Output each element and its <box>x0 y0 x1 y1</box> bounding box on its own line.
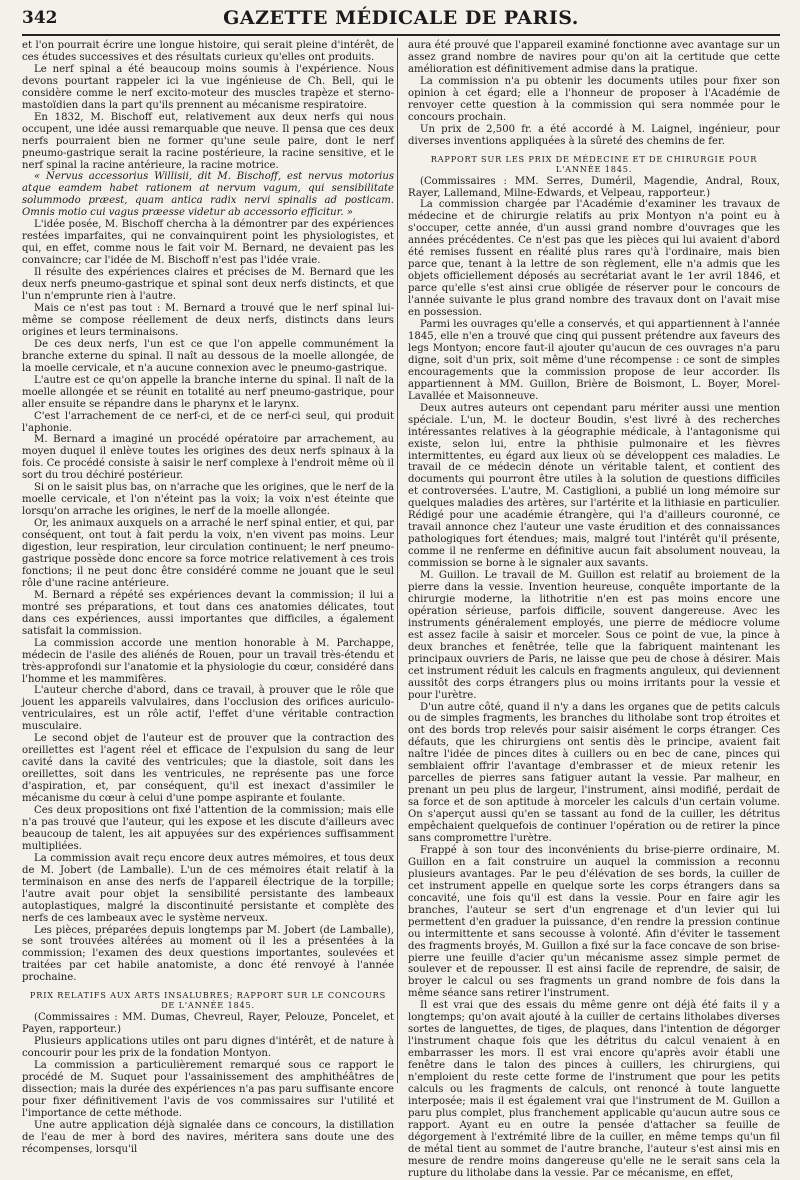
paragraph: Frappé à son tour des inconvénients du brise-pierre ordinaire, M. Guillon en a fait construire un auquel la commission a reconnu plusieurs avantages. Par le peu d'élévation de ses bords, la cuiller de cet instrument appelle en quelque sorte les corps étrangers dans sa concavité, une fois qu'il est dans la vessie. Pour en faire agir les branches, l'auteur se sert d'un engrenage et d'un levier qui lui permettent d'en graduer la puissance, d'en rendre la pression continue ou intermittente et sans secousse à volonté. Afin d'éviter le tassement des fragments broyés, M. Guillon a fixé sur la face concave de son brise-pierre une feuille d'acier qu'un mécanisme assez simple permet de soulever et de repousser. Il est ainsi facile de reprendre, de saisir, de broyer le calcul ou ses fragments un grand nombre de fois dans la même séance sans retirer l'instrument. <box>408 844 780 1000</box>
commissaires-list: (Commissaires : MM. Serres, Duméril, Magendie, Andral, Roux, Rayer, Lallemand, Milne-Edwards, et Velpeau, rapporteur.) <box>408 175 780 199</box>
paragraph: La commission accorde une mention honorable à M. Parchappe, médecin de l'asile des aliénés de Rouen, pour un travail très-étendu et très-approfondi sur l'anatomie et la physiologie du cœur, considéré dans l'homme et les mammifères. <box>22 637 394 685</box>
paragraph: Parmi les ouvrages qu'elle a conservés, et qui appartiennent à l'année 1845, elle n'en a trouvé que cinq qui pussent prétendre aux faveurs des legs Montyon; encore faut-il ajouter qu'aucun de ces ouvrages n'a paru digne, soit d'un prix, soit même d'une récompense : ce sont de simples encouragements que la commission propose de leur accorder. Ils appartiennent à MM. Guillon, Brière de Boismont, L. Boyer, Morel-Lavallée et Maisonneuve. <box>408 319 780 402</box>
section-title: RAPPORT SUR LES PRIX DE MÉDECINE ET DE CHIRURGIE POUR L'ANNÉE 1845. <box>430 153 758 174</box>
paragraph: M. Bernard a imaginé un procédé opératoire par arrachement, au moyen duquel il enlève toutes les origines des deux nerfs spinaux à la fois. Ce procédé consiste à saisir le nerf complexe à l'endroit même où il sort du trou déchiré postérieur. <box>22 434 394 482</box>
right-column <box>408 40 780 1179</box>
paragraph: L'auteur cherche d'abord, dans ce travail, à prouver que le rôle que jouent les appareils valvulaires, dans l'occlusion des orifices auriculo-ventriculaires, est un rôle actif, l'effet d'une véritable contraction musculaire. <box>22 685 394 733</box>
paragraph: Le second objet de l'auteur est de prouver que la contraction des oreillettes est l'agent réel et efficace de l'expulsion du sang de leur cavité dans la cavité des ventricules; que la diastole, soit dans les oreillettes, soit dans les ventricules, ne représente pas une force d'aspiration, et, par conséquent, qu'il est inexact d'assimiler le mécanisme du cœur à celui d'une pompe aspirante et foulante. <box>22 733 394 805</box>
paragraph: Le nerf spinal a été beaucoup moins soumis à l'expérience. Nous devons pourtant rappeler ici la vue ingénieuse de Ch. Bell, qui le considère comme le nerf excito-moteur des muscles trapèze et sterno-mastoïdien dans la part qu'ils prennent au mécanisme respiratoire. <box>22 63 394 111</box>
commissaires-list: (Commissaires : MM. Dumas, Chevreul, Rayer, Pelouze, Poncelet, et Payen, rapporteur.) <box>22 1012 394 1036</box>
section-title: PRIX RELATIFS AUX ARTS INSALUBRES; RAPPORT SUR LE CONCOURS DE L'ANNÉE 1845. <box>29 990 387 1011</box>
paragraph: L'autre est ce qu'on appelle la branche interne du spinal. Il naît de la moelle allongée et se réunit en totalité au nerf pneumo-gastrique, pour aller ensuite se répandre dans le pharynx et le larynx. <box>22 374 394 410</box>
journal-title: GAZETTE MÉDICALE DE PARIS. <box>223 7 579 29</box>
paragraph: aura été prouvé que l'appareil examiné fonctionne avec avantage sur un assez grand nombre de navires pour qu'on ait la certitude que cette amélioration est définitivement admise dans la pratique. <box>408 40 780 75</box>
paragraph: M. Bernard a répété ses expériences devant la commission; il lui a montré ses préparations, et tout dans ces anatomies délicates, tout dans ces expériences, aussi importantes que difficiles, a également satisfait la commission. <box>22 589 394 637</box>
paragraph: Un prix de 2,500 fr. a été accordé à M. Laignel, ingénieur, pour diverses inventions appliquées à la sûreté des chemins de fer. <box>408 123 780 147</box>
paragraph: Mais ce n'est pas tout : M. Bernard a trouvé que le nerf spinal lui-même se compose réellement de deux nerfs, distincts dans leurs origines et leurs terminaisons. <box>22 302 394 338</box>
paragraph: Or, les animaux auxquels on a arraché le nerf spinal entier, et qui, par conséquent, ont tout à fait perdu la voix, n'en vivent pas moins. Leur digestion, leur respiration, leur circulation continuent; le nerf pneumo-gastrique possède donc encore sa force motrice relativement à ces trois fonctions; il ne peut donc être considéré comme ne jouant que le seul rôle d'une racine antérieure. <box>22 518 394 589</box>
page-number: 342 <box>22 8 58 28</box>
page-header <box>22 4 780 34</box>
latin-quote: « Nervus accessorius Willisii, dit M. Bischoff, est nervus motorius atque eamdem habet rationem at nervum vagum, qui sensibilitate solummodo præest, quam antica radix nervi spinalis ad posticam. Omnis motio cui vagus præesse videtur ab accessorio efficitur. » <box>22 171 394 219</box>
paragraph: La commission a particulièrement remarqué sous ce rapport le procédé de M. Suquet pour l'assainissement des amphithéâtres de dissection; mais la durée des expériences n'a pas paru suffisante encore pour fixer définitivement l'avis de vos commissaires sur l'utilité et l'importance de cette méthode. <box>22 1060 394 1119</box>
paragraph: En 1832, M. Bischoff eut, relativement aux deux nerfs qui nous occupent, une idée aussi remarquable que neuve. Il pensa que ces deux nerfs pourraient bien ne former qu'une seule paire, dont le nerf pneumo-gastrique serait la racine postérieure, la racine sensitive, et le nerf spinal la racine antérieure, la racine motrice. <box>22 111 394 171</box>
paragraph: Les pièces, préparées depuis longtemps par M. Jobert (de Lamballe), se sont trouvées altérées au moment où il les a présentées à la commission; l'examen des deux questions importantes, soulevées et traitées par cet habile anatomiste, a donc été renvoyé à l'année prochaine. <box>22 924 394 984</box>
paragraph: et l'on pourrait écrire une longue histoire, qui serait pleine d'intérêt, de ces études successives et des résultats curieux qu'elles ont produits. <box>22 40 394 63</box>
paragraph: M. Guillon. Le travail de M. Guillon est relatif au broiement de la pierre dans la vessie. Invention heureuse, conquête importante de la chirurgie moderne, la lithotritie n'en est pas moins encore une opération sérieuse, parfois difficile, souvent dangereuse. Avec les instruments généralement employés, une pierre de médiocre volume est assez facile à saisir et morceler. Sous ce point de vue, la pince à deux branches et fenêtrée, telle que la fabriquent maintenant les principaux ouvriers de Paris, ne laisse que peu de chose à désirer. Mais cet instrument réduit les calculs en fragments anguleux, qui deviennent aussitôt des corps étrangers plus ou moins irritants pour la vessie et pour l'urètre. <box>408 570 780 701</box>
paragraph: Si on le saisit plus bas, on n'arrache que les origines, que le nerf de la moelle cervicale, et l'on n'éteint pas la voix; la voix n'est éteinte que lorsqu'on arrache les origines, le nerf de la moelle allongée. <box>22 482 394 518</box>
paragraph: Il résulte des expériences claires et précises de M. Bernard que les deux nerfs pneumo-gastrique et spinal sont deux nerfs distincts, et que l'un n'emprunte rien à l'autre. <box>22 267 394 303</box>
paragraph: D'un autre côté, quand il n'y a dans les organes que de petits calculs ou de simples fragments, les branches du litholabe sont trop étroites et ont des bords trop relevés pour saisir aisément le corps étranger. Ces défauts, que les chirurgiens ont sentis dès le principe, avaient fait naître l'idée de pinces dites à cuillers ou en bec de cane, pinces qui semblaient offrir l'avantage d'embrasser et de mieux retenir les parcelles de pierres sans fatiguer autant la vessie. Par malheur, en prenant un peu plus de largeur, l'instrument, ainsi modifié, perdait de sa force et de son aptitude à morceler les calculs d'un certain volume. On s'aperçut aussi qu'en se tassant au fond de la cuiller, les détritus empêchaient quelquefois de continuer l'opération ou de retirer la pince sans compromettre l'urètre. <box>408 701 780 844</box>
header-rule <box>22 34 780 36</box>
paragraph: La commission avait reçu encore deux autres mémoires, et tous deux de M. Jobert (de Lamballe). L'un de ces mémoires était relatif à la terminaison en anse des nerfs de l'appareil électrique de la torpille; l'autre avait pour objet la sensibilité persistante des lambeaux autoplastiques, malgré la discontinuité persistante et complète des nerfs de ces lambeaux avec le système nerveux. <box>22 852 394 924</box>
paragraph: L'idée posée, M. Bischoff chercha à la démontrer par des expériences restées imparfaites, qui ne convainquirent point les physiologistes, et qui, en effet, comme nous le fait voir M. Bernard, ne devaient pas les convaincre; car l'idée de M. Bischoff n'est pas l'idée vraie. <box>22 219 394 267</box>
paragraph: Une autre application déjà signalée dans ce concours, la distillation de l'eau de mer à bord des navires, méritera sans doute une des récompenses, lorsqu'il <box>22 1119 394 1155</box>
paragraph: Il est vrai que des essais du même genre ont déjà été faits il y a longtemps; qu'on avait ajouté à la cuiller de certains litholabes diverses sortes de languettes, de tiges, de plaques, dans l'intention de dégorger l'instrument chaque fois que les détritus du calcul venaient à en embarrasser les mors. Il est vrai encore qu'après avoir établi une fenêtre dans le talon des pinces à cuillers, les chirurgiens, qui n'emploient du reste cette forme de l'instrument que pour les petits calculs ou les fragments de calculs, ont renoncé à toute languette interposée; mais il est également vrai que l'instrument de M. Guillon a paru plus complet, plus franchement applicable qu'aucun autre sous ce rapport. Ayant eu en outre la pensée d'attacher sa feuille de dégorgement à l'extrémité libre de la cuiller, en même temps qu'un fil de métal tient au sommet de l'autre branche, l'auteur s'est ainsi mis en mesure de rendre moins dangereuse qu'elle ne le serait sans cela la rupture du litholabe dans la vessie. Par ce mécanisme, en effet, <box>408 1000 780 1179</box>
paragraph: La commission n'a pu obtenir les documents utiles pour fixer son opinion à cet égard; elle a l'honneur de proposer à l'Académie de renvoyer cette question à la commission qui sera nommée pour le concours prochain. <box>408 75 780 123</box>
paragraph: La commission chargée par l'Académie d'examiner les travaux de médecine et de chirurgie relatifs au prix Montyon n'a point eu à s'occuper, cette année, d'un aussi grand nombre d'ouvrages que les années précédentes. Ce n'est pas que les pièces qui lui avaient d'abord été remises fussent en réalité plus rares qu'à l'ordinaire, mais bien parce que, tenant à la lettre de son règlement, elle n'a admis que les objets officiellement déposés au secrétariat avant le 1er avril 1846, et parce qu'elle s'est ainsi crue obligée de réserver pour le concours de l'année suivante le plus grand nombre des travaux dont on l'avait mise en possession. <box>408 199 780 319</box>
paragraph: Plusieurs applications utiles ont paru dignes d'intérêt, et de nature à concourir pour les prix de la fondation Montyon. <box>22 1036 394 1060</box>
paragraph: Ces deux propositions ont fixé l'attention de la commission; mais elle n'a pas trouvé que l'auteur, qui les expose et les discute d'ailleurs avec beaucoup de talent, les ait appuyées sur des expériences suffisamment multipliées. <box>22 805 394 852</box>
paragraph: C'est l'arrachement de ce nerf-ci, et de ce nerf-ci seul, qui produit l'aphonie. <box>22 410 394 434</box>
column-divider <box>397 38 398 1083</box>
paragraph: De ces deux nerfs, l'un est ce que l'on appelle communément la branche externe du spinal. Il naît au dessous de la moelle allongée, de la moelle cervicale, et n'a aucune connexion avec le pneumo-gastrique. <box>22 338 394 374</box>
left-column <box>22 40 394 1155</box>
paragraph: Deux autres auteurs ont cependant paru mériter aussi une mention spéciale. L'un, M. le docteur Boudin, s'est livré à des recherches intéressantes relatives à la géographie médicale, à l'antagonisme qui existe, selon lui, entre la phthisie pulmonaire et les fièvres intermittentes, eu égard aux lieux où se développent ces maladies. Le travail de ce médecin dénote un véritable talent, et contient des documents qui pourront être utiles à la solution de questions difficiles et controversées. L'autre, M. Castiglioni, a publié un long mémoire sur quelques maladies des artères, sur l'artérite et la lithiasie en particulier. Rédigé pour une académie étrangère, qui l'a d'ailleurs couronné, ce travail annonce chez l'auteur une vaste érudition et des connaissances pathologiques fort étendues; mais, malgré tout l'intérêt qu'il présente, comme il ne renferme en définitive aucun fait absolument nouveau, la commission se borne à le signaler aux savants. <box>408 402 780 570</box>
